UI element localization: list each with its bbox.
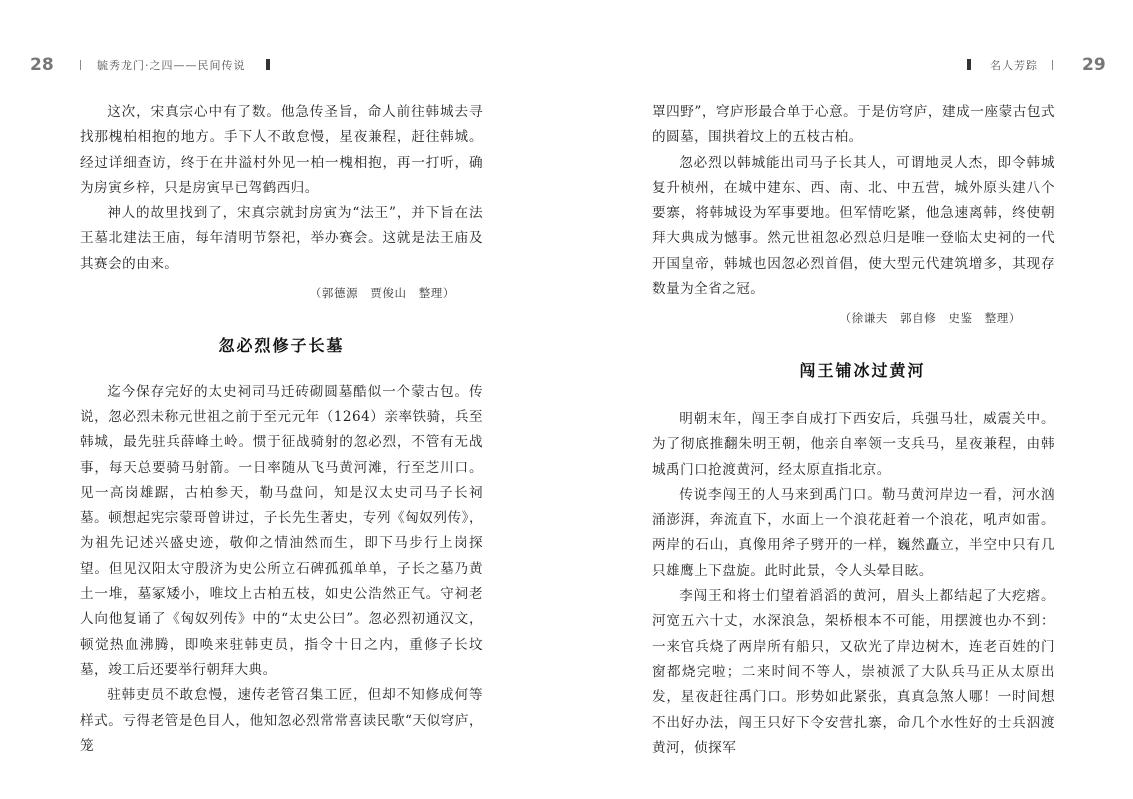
paragraph: 神人的故里找到了，宋真宗就封房寅为“法王”，并下旨在法王墓北建法王庙，每年清明节祭祀，举办赛会。这就是法王庙及其赛会的由来。 xyxy=(80,205,483,272)
right-running-head: 名人芳踪 xyxy=(990,59,1038,72)
editor-credit: （郭德源 贾俊山 整理） xyxy=(309,286,455,301)
header-marker xyxy=(967,59,971,70)
paragraph: 李闯王和将士们望着滔滔的黄河，眉头上都结起了大疙瘩。河宽五六十丈，水深浪急，架桥根本不可能，用摆渡也办不到：一来官兵烧了两岸所有船只，又砍光了岸边树木，连老百姓的门窗都烧完啦；二来时间不等人，崇祯派了大队兵马正从太原出发，星夜赶往禹门口。形势如此紧张，真真急煞人哪！一时间想不出好办法，闯王只好下令安营扎寨，命几个水性好的士兵泅渡黄河，侦探军 xyxy=(652,588,1055,756)
header-divider xyxy=(80,60,81,70)
left-page-number: 28 xyxy=(30,55,54,75)
paragraph: 传说李闯王的人马来到禹门口。勒马黄河岸边一看，河水汹涌澎湃，奔流直下，水面上一个浪花赶着一个浪花，吼声如雷。两岸的石山，真像用斧子劈开的一样，巍然矗立，半空中只有几只雄鹰上下盘旋。此时此景，令人头晕目眩。 xyxy=(652,486,1055,579)
left-running-head: 毓秀龙门·之四——民间传说 xyxy=(97,59,246,72)
paragraph: 罩四野”，穹庐形最合单于心意。于是仿穹庐，建成一座蒙古包式的圆墓，围拱着坟上的五枝古柏。 xyxy=(652,104,1055,146)
header-marker xyxy=(266,59,270,70)
right-page-number: 29 xyxy=(1082,55,1106,75)
paragraph: 明朝末年，闯王李自成打下西安后，兵强马壮，威震关中。为了彻底推翻朱明王朝，他亲自率领一支兵马，星夜兼程，由韩城禹门口抢渡黄河，经太原直指北京。 xyxy=(652,410,1055,478)
paragraph: 迄今保存完好的太史祠司马迁砖砌圆墓酷似一个蒙古包。传说，忽必烈未称元世祖之前于至元元年（1264）亲率铁骑，兵至韩城，最先驻兵薛峰土岭。惯于征战骑射的忽必烈，不管有无战事，每天总要骑马射箭。一日率随从飞马黄河滩，行至芝川口。见一高岗雄踞，古柏参天，勒马盘问，知是汉太史司马子长祠墓。顿想起宪宗蒙哥曾讲过，子长先生著史，专列《匈奴列传》，为祖先记述兴盛史迹，敬仰之情油然而生，即下马步行上岗探望。但见汉阳太守殷济为史公所立石碑孤孤单单，子长之墓乃黄土一堆，墓冢矮小，唯坟上古柏五枝，如史公浩然正气。守祠老人向他复诵了《匈奴列传》中的“太史公曰”。忽必烈初通汉文，顿觉热血沸腾，即唤来驻韩吏员，指令十日之内，重修子长坟墓，竣工后还要举行朝拜大典。 xyxy=(80,383,483,678)
right-page-body xyxy=(652,100,1055,761)
header-divider xyxy=(1052,60,1053,70)
story-title: 闯王铺冰过黄河 xyxy=(799,360,926,380)
story-title: 忽必烈修子长墓 xyxy=(218,336,345,356)
paragraph: 驻韩吏员不敢怠慢，速传老管召集工匠，但却不知修成何等样式。亏得老管是色目人，他知忽必烈常常喜读民歌“天似穹庐，笼 xyxy=(80,687,483,754)
left-page-body xyxy=(80,100,483,759)
paragraph: 忽必烈以韩城能出司马子长其人，可谓地灵人杰，即令韩城复升桢州，在城中建东、西、南、北、中五营，城外原头建八个要寨，将韩城设为军事要地。但军情吃紧，他急速离韩，终使朝拜大典成为憾事。然元世祖忽必烈总归是唯一登临太史祠的一代开国皇帝，韩城也因忽必烈首倡，使大型元代建筑增多，其现存数量为全省之冠。 xyxy=(652,154,1055,298)
editor-credit: （徐谦夫 郭自修 史鉴 整理） xyxy=(839,311,1021,326)
paragraph: 这次，宋真宗心中有了数。他急传圣旨，命人前往韩城去寻找那槐柏相抱的地方。手下人不敢怠慢，星夜兼程，赶往韩城。经过详细查访，终于在井溢村外见一柏一槐相抱，再一打听，确为房寅乡梓，只是房寅早已驾鹤西归。 xyxy=(80,104,483,196)
